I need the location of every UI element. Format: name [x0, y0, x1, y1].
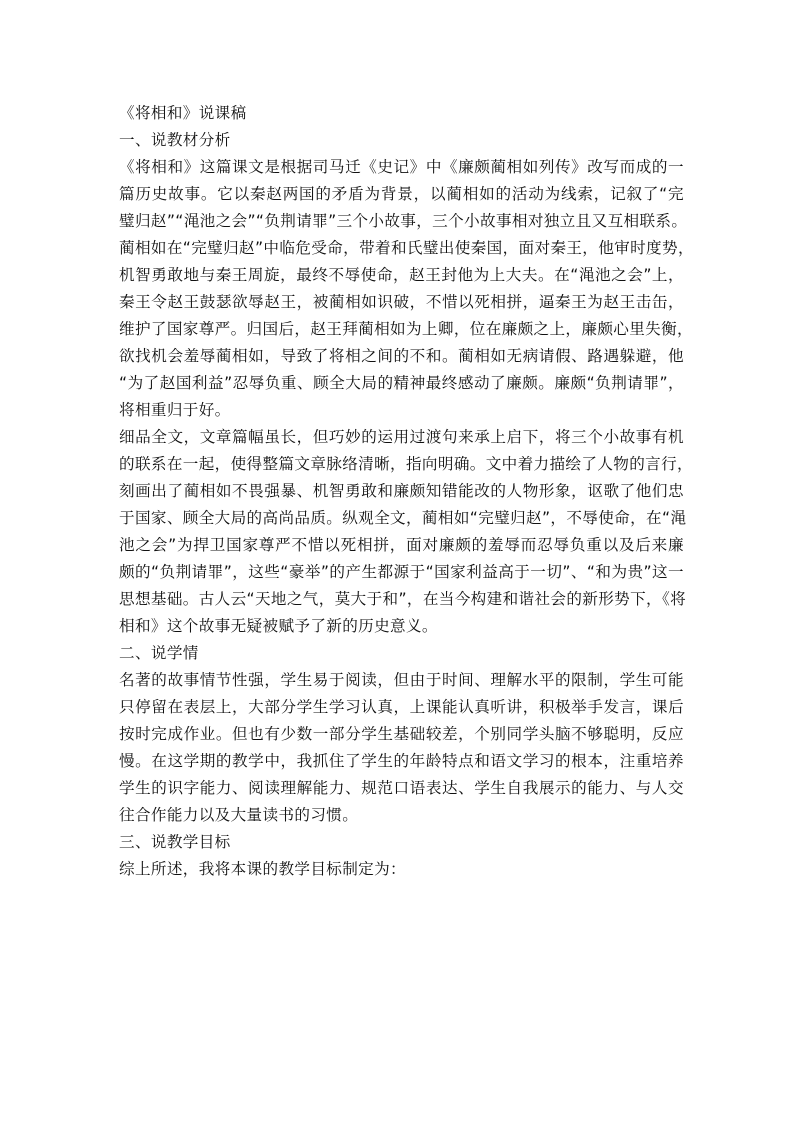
text-line: “为了赵国利益”忍辱负重、顾全大局的精神最终感动了廉颇。廉颇“负荆请罪”，	[119, 374, 684, 392]
paragraph-textbook-analysis	[119, 154, 694, 424]
text-line: 《将相和》这篇课文是根据司马迁《史记》中《廉颇蔺相如列传》改写而成的一	[119, 158, 684, 176]
section-heading-textbook-analysis: 一、说教材分析	[119, 131, 231, 149]
text-line: 蔺相如在“完璧归赵”中临危受命，带着和氏璧出使秦国，面对秦王，他审时度势，	[119, 239, 694, 257]
text-line: 机智勇敢地与秦王周旋，最终不辱使命，赵王封他为上大夫。在“渑池之会”上，	[119, 266, 684, 284]
document-title: 《将相和》说课稿	[119, 104, 247, 122]
text-line: 颇的“负荆请罪”，这些“豪举”的产生都源于“国家利益高于一切”、“和为贵”这一	[119, 563, 684, 581]
text-line: 只停留在表层上，大部分学生学习认真，上课能认真听讲，积极举手发言，课后	[119, 698, 684, 716]
text-line: 刻画出了蔺相如不畏强暴、机智勇敢和廉颇知错能改的人物形象，讴歌了他们忠	[119, 482, 684, 500]
text-line: 将相重归于好。	[119, 401, 231, 419]
text-line: 相和》这个故事无疑被赋予了新的历史意义。	[119, 617, 438, 635]
text-line: 学生的识字能力、阅读理解能力、规范口语表达、学生自我展示的能力、与人交	[119, 779, 684, 797]
text-line: 璧归赵”“渑池之会”“负荆请罪”三个小故事，三个小故事相对独立且又互相联系。	[119, 212, 688, 230]
text-line: 池之会”为捍卫国家尊严不惜以死相拼，面对廉颇的羞辱而忍辱负重以及后来廉	[119, 536, 684, 554]
text-line: 综上所述，我将本课的教学目标制定为：	[119, 860, 406, 878]
text-line: 按时完成作业。但也有少数一部分学生基础较差，个别同学头脑不够聪明，反应	[119, 725, 684, 743]
text-line: 思想基础。古人云“天地之气，莫大于和”，在当今构建和谐社会的新形势下，《将	[119, 590, 687, 608]
text-line: 篇历史故事。它以秦赵两国的矛盾为背景，以蔺相如的活动为线索，记叙了“完	[119, 185, 684, 203]
text-line: 的联系在一起，使得整篇文章脉络清晰，指向明确。文中着力描绘了人物的言行，	[119, 455, 693, 473]
section-heading-student-analysis: 二、说学情	[119, 644, 199, 662]
section-heading-teaching-goals: 三、说教学目标	[119, 833, 231, 851]
text-line: 慢。在这学期的教学中，我抓住了学生的年龄特点和语文学习的根本，注重培养	[119, 752, 684, 770]
text-line: 维护了国家尊严。归国后，赵王拜蔺相如为上卿，位在廉颇之上，廉颇心里失衡，	[119, 320, 693, 338]
text-line: 细品全文，文章篇幅虽长，但巧妙的运用过渡句来承上启下，将三个小故事有机	[119, 428, 684, 446]
text-line: 欲找机会羞辱蔺相如，导致了将相之间的不和。蔺相如无病请假、路遇躲避，他	[119, 347, 684, 365]
text-line: 名著的故事情节性强，学生易于阅读，但由于时间、理解水平的限制，学生可能	[119, 671, 684, 689]
text-line: 于国家、顾全大局的高尚品质。纵观全文，蔺相如“完璧归赵”，不辱使命，在“渑	[119, 509, 687, 527]
paragraph-teaching-goals	[119, 856, 684, 883]
paragraph-close-reading	[119, 424, 693, 640]
document-page	[119, 100, 694, 883]
paragraph-student-analysis	[119, 667, 684, 829]
text-line: 往合作能力以及大量读书的习惯。	[119, 806, 359, 824]
text-line: 秦王令赵王鼓瑟欲辱赵王，被蔺相如识破，不惜以死相拼，逼秦王为赵王击缶，	[119, 293, 684, 311]
